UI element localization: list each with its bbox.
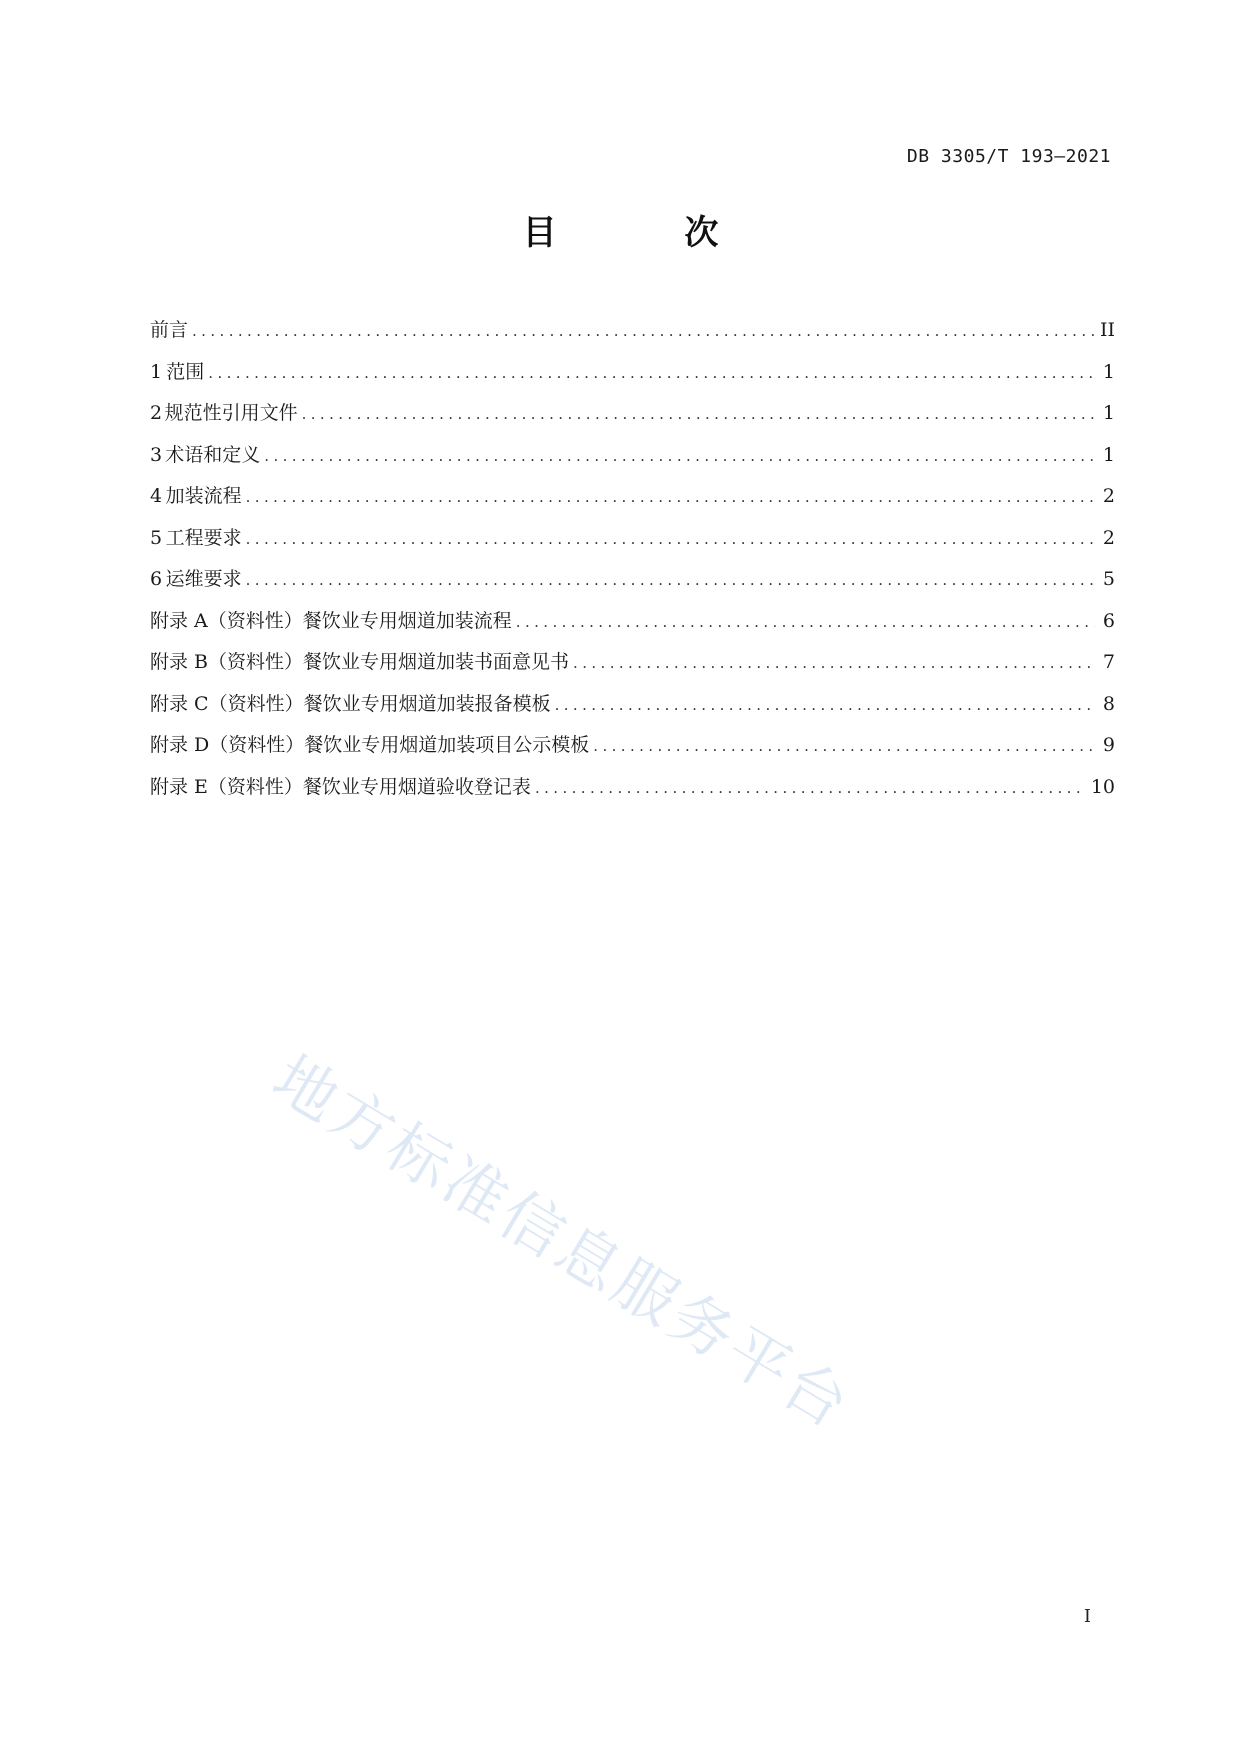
toc-entry-title: 餐饮业专用烟道加装报备模板 [303, 692, 551, 715]
toc-entry-title: 术语和定义 [165, 443, 261, 466]
toc-entry-title: 餐饮业专用烟道加装项目公示模板 [304, 734, 590, 756]
toc-page-number: 1 [1102, 402, 1115, 424]
toc-page-number: 5 [1102, 568, 1115, 590]
toc-entry-terms-definitions[interactable] [150, 441, 1115, 483]
toc-entry-number: 3 [150, 443, 163, 466]
toc-appendix-prefix: 附录 D（资料性） [150, 734, 305, 756]
toc-entry-maintenance-requirements[interactable] [150, 565, 1115, 607]
footer-page-number: I [1083, 1606, 1091, 1627]
toc-entry-title: 加装流程 [165, 485, 242, 507]
toc-entry-number: 5 [150, 526, 163, 549]
toc-page-number: II [1099, 319, 1115, 341]
toc-page-number: 10 [1090, 775, 1115, 798]
toc-entry-title: 餐饮业专用烟道加装流程 [302, 609, 512, 632]
toc-appendix-prefix: 附录 E（资料性） [150, 775, 303, 798]
toc-entry-scope[interactable] [150, 358, 1115, 400]
toc-entry-title: 规范性引用文件 [164, 402, 298, 424]
toc-entry-foreword[interactable] [150, 316, 1115, 358]
toc-leader-dots [192, 317, 1094, 345]
toc-entry-title: 餐饮业专用烟道加装书面意见书 [303, 651, 570, 673]
toc-page-number: 9 [1102, 734, 1115, 756]
table-of-contents [150, 316, 1115, 814]
toc-page-number: 6 [1102, 609, 1115, 632]
toc-leader-dots [246, 483, 1095, 511]
toc-leader-dots [208, 359, 1095, 387]
toc-page-number: 7 [1102, 651, 1115, 673]
toc-leader-dots [555, 691, 1095, 719]
toc-entry-appendix-c[interactable] [150, 690, 1115, 732]
toc-entry-engineering-requirements[interactable] [150, 524, 1115, 566]
toc-page-number: 2 [1102, 485, 1115, 507]
watermark-text: 地方标准信息服务平台 [260, 1041, 865, 1444]
toc-entry-number: 6 [150, 568, 163, 590]
toc-leader-dots [246, 525, 1095, 553]
toc-entry-appendix-b[interactable] [150, 648, 1115, 690]
toc-entry-title: 餐饮业专用烟道验收登记表 [302, 775, 531, 798]
standard-code: DB 3305/T 193—2021 [906, 146, 1111, 167]
toc-entry-title: 前言 [150, 319, 189, 341]
toc-leader-dots [264, 442, 1095, 470]
toc-entry-title: 工程要求 [165, 526, 242, 549]
toc-entry-number: 4 [150, 485, 163, 507]
toc-entry-appendix-a[interactable] [150, 607, 1115, 649]
toc-entry-title: 运维要求 [165, 568, 242, 590]
toc-leader-dots [246, 566, 1095, 594]
toc-leader-dots [535, 774, 1085, 802]
toc-appendix-prefix: 附录 C（资料性） [150, 692, 304, 715]
toc-page-number: 2 [1102, 526, 1115, 549]
toc-entry-number: 1 [150, 360, 163, 383]
toc-entry-number: 2 [150, 402, 163, 424]
toc-leader-dots [302, 400, 1095, 428]
toc-entry-normative-references[interactable] [150, 399, 1115, 441]
toc-leader-dots [573, 649, 1095, 677]
toc-entry-appendix-e[interactable] [150, 773, 1115, 815]
toc-page-number: 1 [1102, 360, 1115, 383]
toc-entry-installation-process[interactable] [150, 482, 1115, 524]
toc-appendix-prefix: 附录 B（资料性） [150, 651, 304, 673]
toc-page-number: 8 [1102, 692, 1115, 715]
toc-entry-appendix-d[interactable] [150, 731, 1115, 773]
toc-appendix-prefix: 附录 A（资料性） [150, 609, 303, 632]
toc-page-number: 1 [1102, 443, 1115, 466]
toc-leader-dots [593, 732, 1095, 760]
toc-leader-dots [516, 608, 1095, 636]
page-title: 目 次 [522, 213, 777, 253]
toc-entry-title: 范围 [166, 360, 205, 383]
